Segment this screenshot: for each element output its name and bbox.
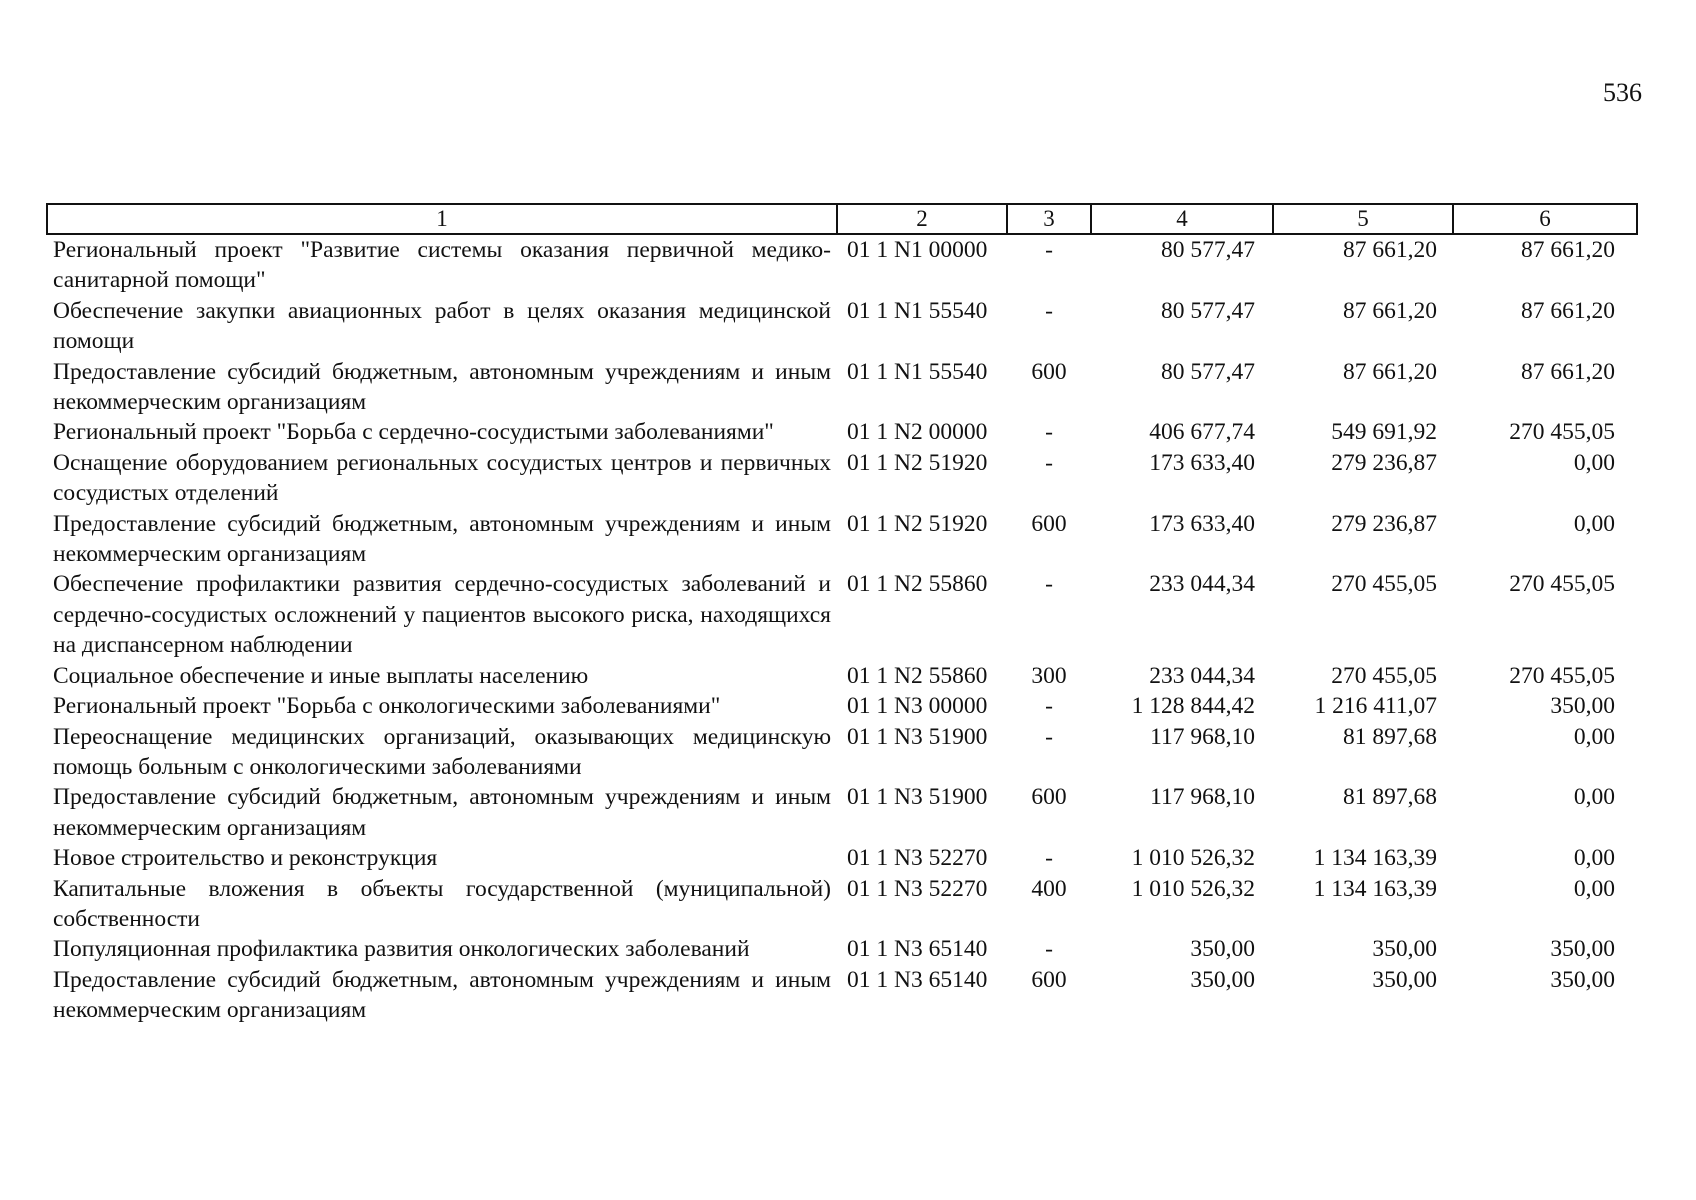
row-name: Популяционная профилактика развития онкологических заболеваний xyxy=(53,936,750,963)
row-value-col-6: 270 455,05 xyxy=(1509,662,1615,689)
row-value-col-6: 87 661,20 xyxy=(1521,297,1615,324)
row-name: Предоставление субсидий бюджетным, автономным учреждениям и иным некоммерческим организациям xyxy=(53,784,831,841)
row-value-col-6: 0,00 xyxy=(1573,449,1615,476)
row-expense-type: - xyxy=(1045,237,1053,263)
row-code: 01 1 N3 51900 xyxy=(847,784,988,811)
row-code: 01 1 N3 52270 xyxy=(847,875,988,902)
table-row xyxy=(47,448,1637,509)
table-row xyxy=(47,234,1637,296)
row-code: 01 1 N1 55540 xyxy=(847,297,988,324)
row-name: Региональный проект "Развитие системы оказания первичной медико-санитарной помощи" xyxy=(53,237,831,294)
row-value-col-5: 270 455,05 xyxy=(1331,662,1437,689)
row-value-col-5: 549 691,92 xyxy=(1331,419,1437,446)
row-value-col-6: 0,00 xyxy=(1573,845,1615,872)
row-code: 01 1 N2 55860 xyxy=(847,662,988,689)
row-name: Региональный проект "Борьба с онкологическими заболеваниями" xyxy=(53,693,721,720)
row-value-col-4: 350,00 xyxy=(1190,936,1255,963)
row-value-col-5: 87 661,20 xyxy=(1343,237,1437,263)
row-value-col-6: 350,00 xyxy=(1550,966,1615,993)
row-value-col-4: 1 010 526,32 xyxy=(1131,845,1255,872)
header-col-4: 4 xyxy=(1091,204,1273,234)
table-row xyxy=(47,843,1637,873)
row-value-col-6: 0,00 xyxy=(1573,723,1615,750)
row-value-col-5: 81 897,68 xyxy=(1343,723,1437,750)
row-code: 01 1 N2 51920 xyxy=(847,449,988,476)
row-code: 01 1 N3 51900 xyxy=(847,723,988,750)
row-name: Социальное обеспечение и иные выплаты населению xyxy=(53,662,589,689)
row-value-col-4: 80 577,47 xyxy=(1161,358,1255,385)
row-value-col-6: 0,00 xyxy=(1573,510,1615,537)
row-value-col-5: 87 661,20 xyxy=(1343,297,1437,324)
table-body xyxy=(47,234,1637,1026)
row-name: Переоснащение медицинских организаций, оказывающих медицинскую помощь больным с онкологическими заболеваниями xyxy=(53,723,831,780)
row-value-col-5: 270 455,05 xyxy=(1331,571,1437,598)
row-code: 01 1 N3 00000 xyxy=(847,693,988,720)
row-code: 01 1 N1 55540 xyxy=(847,358,988,385)
row-value-col-4: 350,00 xyxy=(1190,966,1255,993)
row-code: 01 1 N2 00000 xyxy=(847,419,988,446)
row-expense-type: 300 xyxy=(1031,662,1067,689)
row-name: Обеспечение закупки авиационных работ в целях оказания медицинской помощи xyxy=(53,297,831,355)
table-row xyxy=(47,965,1637,1026)
row-code: 01 1 N2 55860 xyxy=(847,571,988,598)
table-row xyxy=(47,509,1637,570)
row-value-col-5: 1 134 163,39 xyxy=(1313,875,1437,902)
row-name: Обеспечение профилактики развития сердечно-сосудистых заболеваний и сердечно-сосудистых осложнений у пациентов высокого риска, находящихся на диспансерном наблюдении xyxy=(53,571,831,659)
table-row xyxy=(47,417,1637,447)
header-row xyxy=(47,204,1637,234)
row-code: 01 1 N3 52270 xyxy=(847,845,988,872)
row-value-col-6: 270 455,05 xyxy=(1509,419,1615,446)
row-value-col-6: 350,00 xyxy=(1550,693,1615,720)
row-value-col-6: 87 661,20 xyxy=(1521,358,1615,385)
row-value-col-5: 350,00 xyxy=(1372,936,1437,963)
row-code: 01 1 N3 65140 xyxy=(847,936,988,963)
row-value-col-4: 173 633,40 xyxy=(1149,510,1255,537)
row-value-col-5: 87 661,20 xyxy=(1343,358,1437,385)
page-number: 536 xyxy=(1603,78,1642,107)
row-value-col-4: 1 010 526,32 xyxy=(1131,875,1255,902)
row-code: 01 1 N2 51920 xyxy=(847,510,988,537)
row-value-col-5: 81 897,68 xyxy=(1343,784,1437,811)
row-expense-type: 600 xyxy=(1031,358,1067,385)
row-expense-type: - xyxy=(1045,936,1053,963)
row-value-col-4: 117 968,10 xyxy=(1150,723,1255,750)
header-col-5: 5 xyxy=(1273,204,1453,234)
row-expense-type: - xyxy=(1045,571,1053,598)
header-col-3: 3 xyxy=(1007,204,1091,234)
row-value-col-6: 350,00 xyxy=(1550,936,1615,963)
header-col-2: 2 xyxy=(837,204,1007,234)
row-expense-type: - xyxy=(1045,449,1053,476)
budget-table xyxy=(46,203,1638,1026)
row-name: Оснащение оборудованием региональных сосудистых центров и первичных сосудистых отделений xyxy=(53,449,831,507)
table-row xyxy=(47,357,1637,418)
row-value-col-5: 279 236,87 xyxy=(1331,510,1437,537)
table-row xyxy=(47,296,1637,357)
row-value-col-5: 350,00 xyxy=(1372,966,1437,993)
header-col-1: 1 xyxy=(47,204,837,234)
table-row xyxy=(47,722,1637,783)
row-expense-type: - xyxy=(1045,297,1053,324)
row-value-col-4: 117 968,10 xyxy=(1150,784,1255,811)
row-value-col-4: 233 044,34 xyxy=(1149,571,1255,598)
table-header xyxy=(47,204,1637,234)
table-row xyxy=(47,569,1637,660)
row-value-col-6: 0,00 xyxy=(1573,784,1615,811)
row-expense-type: 600 xyxy=(1031,966,1067,993)
table-row xyxy=(47,661,1637,691)
row-code: 01 1 N1 00000 xyxy=(847,237,988,263)
row-value-col-4: 233 044,34 xyxy=(1149,662,1255,689)
row-name: Предоставление субсидий бюджетным, автономным учреждениям и иным некоммерческим организациям xyxy=(53,966,831,1024)
row-expense-type: - xyxy=(1045,845,1053,872)
row-name: Предоставление субсидий бюджетным, автономным учреждениям и иным некоммерческим организациям xyxy=(53,510,831,568)
row-value-col-5: 279 236,87 xyxy=(1331,449,1437,476)
row-expense-type: - xyxy=(1045,693,1053,720)
row-name: Новое строительство и реконструкция xyxy=(53,845,438,872)
row-value-col-4: 173 633,40 xyxy=(1149,449,1255,476)
row-value-col-6: 270 455,05 xyxy=(1509,571,1615,598)
row-value-col-4: 1 128 844,42 xyxy=(1131,693,1255,720)
row-value-col-6: 0,00 xyxy=(1573,875,1615,902)
row-expense-type: - xyxy=(1045,419,1053,446)
row-value-col-4: 406 677,74 xyxy=(1149,419,1255,446)
table-row xyxy=(47,934,1637,964)
row-value-col-5: 1 134 163,39 xyxy=(1313,845,1437,872)
table-row xyxy=(47,691,1637,721)
row-value-col-4: 80 577,47 xyxy=(1161,237,1255,263)
row-value-col-5: 1 216 411,07 xyxy=(1314,693,1437,720)
row-expense-type: 600 xyxy=(1031,510,1067,537)
table-row xyxy=(47,874,1637,935)
row-expense-type: 400 xyxy=(1031,875,1067,902)
row-name: Капитальные вложения в объекты государственной (муниципальной) собственности xyxy=(53,875,831,932)
row-value-col-6: 87 661,20 xyxy=(1521,237,1615,263)
header-col-6: 6 xyxy=(1453,204,1637,234)
row-expense-type: - xyxy=(1045,723,1053,750)
row-name: Предоставление субсидий бюджетным, автономным учреждениям и иным некоммерческим организациям xyxy=(53,358,831,416)
row-name: Региональный проект "Борьба с сердечно-сосудистыми заболеваниями" xyxy=(53,419,774,446)
row-expense-type: 600 xyxy=(1031,784,1067,811)
row-value-col-4: 80 577,47 xyxy=(1161,297,1255,324)
table-row xyxy=(47,782,1637,843)
row-code: 01 1 N3 65140 xyxy=(847,966,988,993)
